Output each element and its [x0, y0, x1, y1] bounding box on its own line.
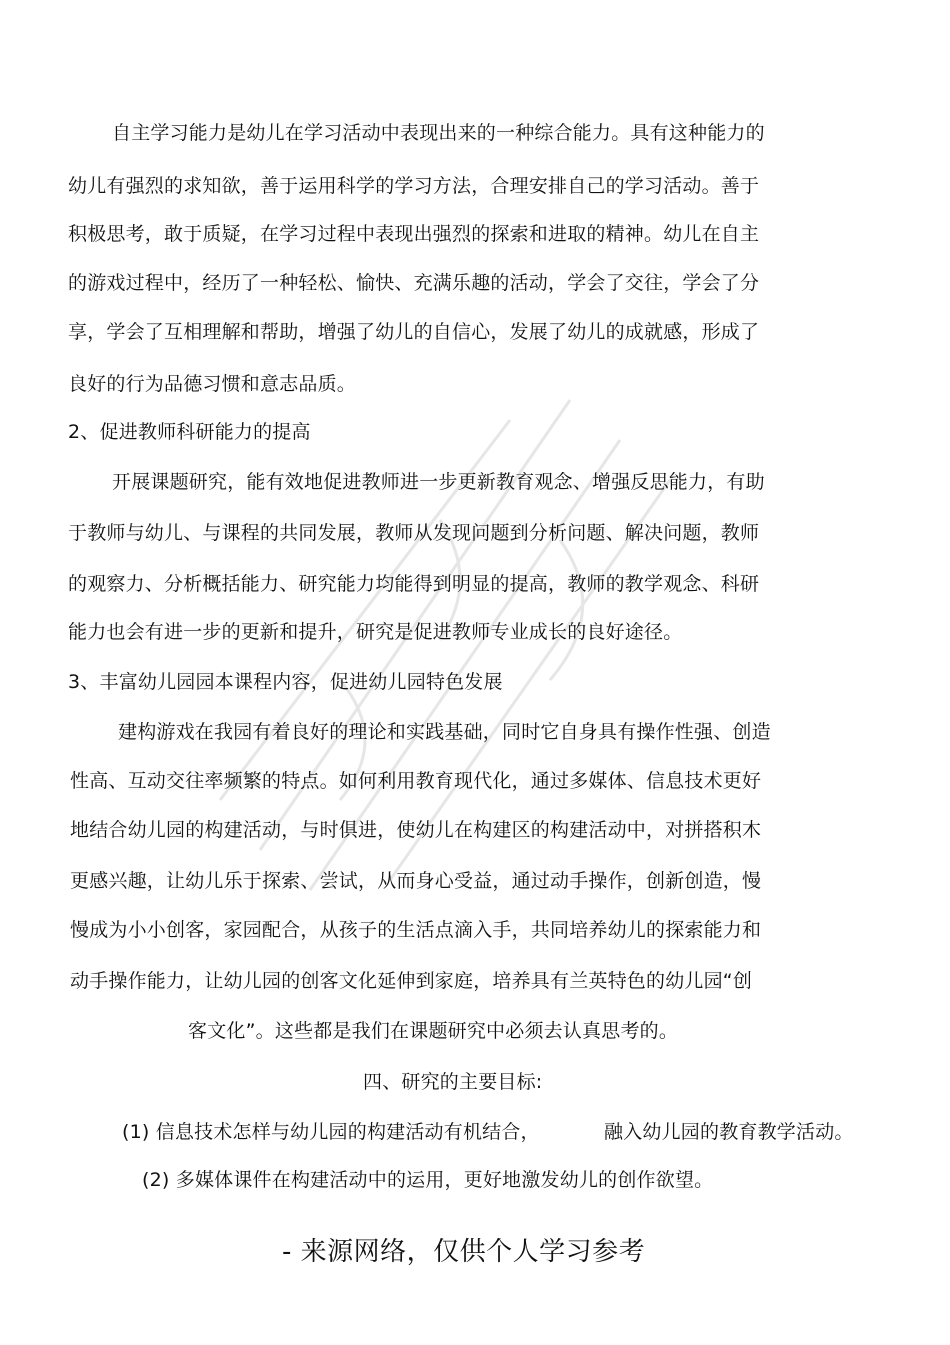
paragraph3-line: 动手操作能力，让幼儿园的创客文化延伸到家庭，培养具有兰英特色的幼儿园“创 — [70, 970, 753, 992]
goal-item: (2) 多媒体课件在构建活动中的运用，更好地激发幼儿的创作欲望。 — [142, 1169, 714, 1191]
paragraph1-line: 良好的行为品德习惯和意志品质。 — [68, 373, 357, 395]
paragraph1-line: 积极思考，敢于质疑，在学习过程中表现出强烈的探索和进取的精神。幼儿在自主 — [68, 223, 760, 245]
paragraph3-line: 更感兴趣，让幼儿乐于探索、尝试，从而身心受益，通过动手操作，创新创造，慢 — [70, 870, 762, 892]
paragraph2-line: 于教师与幼儿、与课程的共同发展，教师从发现问题到分析问题、解决问题，教师 — [68, 522, 760, 544]
paragraph3-line: 地结合幼儿园的构建活动，与时俱进，使幼儿在构建区的构建活动中，对拼搭积木 — [70, 819, 762, 841]
section-heading: 2、促进教师科研能力的提高 — [68, 421, 311, 443]
paragraph2-line: 开展课题研究，能有效地促进教师进一步更新教育观念、增强反思能力，有助 — [112, 471, 765, 493]
paragraph2-line: 的观察力、分析概括能力、研究能力均能得到明显的提高，教师的教学观念、科研 — [68, 573, 760, 595]
paragraph3-line: 客文化”。这些都是我们在课题研究中必须去认真思考的。 — [188, 1020, 679, 1042]
paragraph1-line: 幼儿有强烈的求知欲，善于运用科学的学习方法，合理安排自己的学习活动。善于 — [68, 175, 760, 197]
paragraph3-line: 性高、互动交往率频繁的特点。如何利用教育现代化，通过多媒体、信息技术更好 — [70, 770, 762, 792]
paragraph3-line: 慢成为小小创客，家园配合，从孩子的生活点滴入手，共同培养幼儿的探索能力和 — [70, 919, 762, 941]
goal-item-continuation: 融入幼儿园的教育教学活动。 — [604, 1121, 854, 1143]
paragraph1-line: 自主学习能力是幼儿在学习活动中表现出来的一种综合能力。具有这种能力的 — [112, 122, 765, 144]
paragraph1-line: 享，学会了互相理解和帮助，增强了幼儿的自信心，发展了幼儿的成就感，形成了 — [68, 321, 760, 343]
paragraph3-line: 建构游戏在我园有着良好的理论和实践基础，同时它自身具有操作性强、创造 — [118, 721, 771, 743]
section-heading: 3、丰富幼儿园园本课程内容，促进幼儿园特色发展 — [68, 671, 503, 693]
paragraph1-line: 的游戏过程中，经历了一种轻松、愉快、充满乐趣的活动，学会了交往，学会了分 — [68, 272, 760, 294]
goal-item: (1) 信息技术怎样与幼儿园的构建活动有机结合， — [122, 1121, 540, 1143]
paragraph2-line: 能力也会有进一步的更新和提升，研究是促进教师专业成长的良好途径。 — [68, 621, 683, 643]
footer-note: - 来源网络，仅供个人学习参考 — [282, 1237, 646, 1267]
section-title: 四、研究的主要目标: — [363, 1071, 543, 1093]
